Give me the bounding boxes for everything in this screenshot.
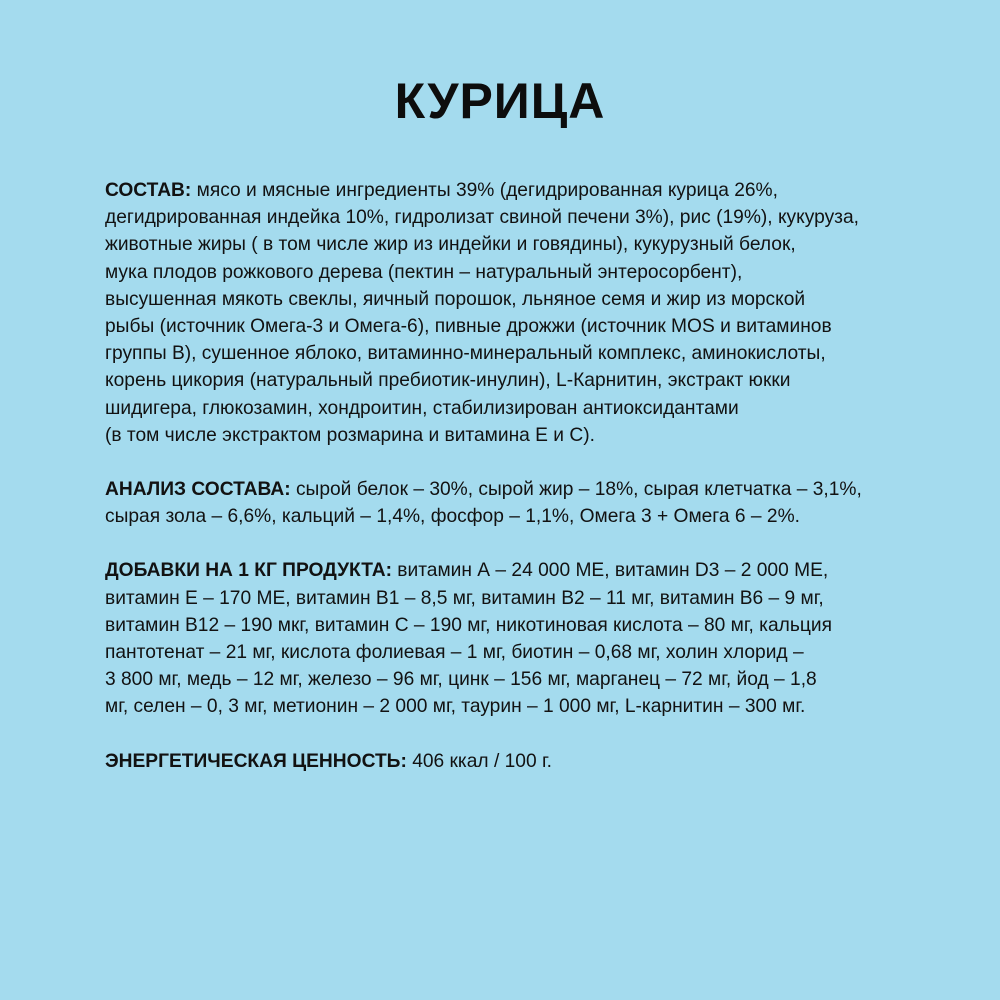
- analysis-line: сырая зола – 6,6%, кальций – 1,4%, фосфор – 1,1%, Омега 3 + Омега 6 – 2%.: [105, 506, 800, 528]
- additives-text: витамин А – 24 000 МЕ, витамин D3 – 2 000 МЕ,: [391, 560, 829, 582]
- additives-line: пантотенат – 21 мг, кислота фолиевая – 1 мг, биотин – 0,68 мг, холин хлорид –: [105, 642, 804, 664]
- composition-line: шидигера, глюкозамин, хондроитин, стабилизирован антиоксидантами: [105, 397, 739, 419]
- composition-line: дегидрированная индейка 10%, гидролизат свиной печени 3%), рис (19%), кукуруза,: [105, 207, 859, 229]
- composition-label: СОСТАВ:: [105, 180, 192, 201]
- page-title: КУРИЦА: [394, 73, 606, 129]
- composition-line: рыбы (источник Омега-3 и Омега-6), пивные дрожжи (источник MOS и витаминов: [105, 316, 832, 338]
- composition-line: высушенная мякоть свеклы, яичный порошок, льняное семя и жир из морской: [105, 288, 806, 310]
- energy-text: 406 ккал / 100 г.: [406, 750, 552, 772]
- composition-line: корень цикория (натуральный пребиотик-инулин), L-Карнитин, экстракт юкки: [105, 370, 791, 392]
- analysis-section: [105, 476, 905, 530]
- energy-label: ЭНЕРГЕТИЧЕСКАЯ ЦЕННОСТЬ:: [105, 750, 407, 772]
- additives-section: [105, 557, 905, 720]
- product-description: [105, 177, 905, 802]
- additives-line: витамин Е – 170 МЕ, витамин В1 – 8,5 мг, витамин В2 – 11 мг, витамин В6 – 9 мг,: [105, 587, 824, 609]
- composition-text: мясо и мясные ингредиенты 39% (дегидрированная курица 26%,: [191, 180, 778, 201]
- additives-line-1: [105, 557, 905, 584]
- composition-section: [105, 177, 905, 449]
- analysis-text: сырой белок – 30%, сырой жир – 18%, сырая клетчатка – 3,1%,: [290, 479, 862, 501]
- additives-line: мг, селен – 0, 3 мг, метионин – 2 000 мг, таурин – 1 000 мг, L-карнитин – 300 мг.: [105, 696, 806, 718]
- analysis-label: АНАЛИЗ СОСТАВА:: [105, 479, 291, 501]
- composition-line-1: [105, 177, 905, 204]
- composition-line: животные жиры ( в том числе жир из индейки и говядины), кукурузный белок,: [105, 234, 796, 256]
- energy-section: [105, 748, 905, 775]
- energy-line: [105, 748, 905, 775]
- composition-line: мука плодов рожкового дерева (пектин – натуральный энтеросорбент),: [105, 261, 743, 283]
- additives-line: 3 800 мг, медь – 12 мг, железо – 96 мг, цинк – 156 мг, марганец – 72 мг, йод – 1,8: [105, 669, 817, 691]
- analysis-line-1: [105, 476, 905, 503]
- composition-line: группы В), сушенное яблоко, витаминно-минеральный комплекс, аминокислоты,: [105, 343, 826, 365]
- additives-label: ДОБАВКИ НА 1 КГ ПРОДУКТА:: [105, 560, 392, 582]
- composition-line: (в том числе экстрактом розмарина и витамина Е и С).: [105, 424, 595, 446]
- additives-line: витамин В12 – 190 мкг, витамин С – 190 мг, никотиновая кислота – 80 мг, кальция: [105, 614, 832, 636]
